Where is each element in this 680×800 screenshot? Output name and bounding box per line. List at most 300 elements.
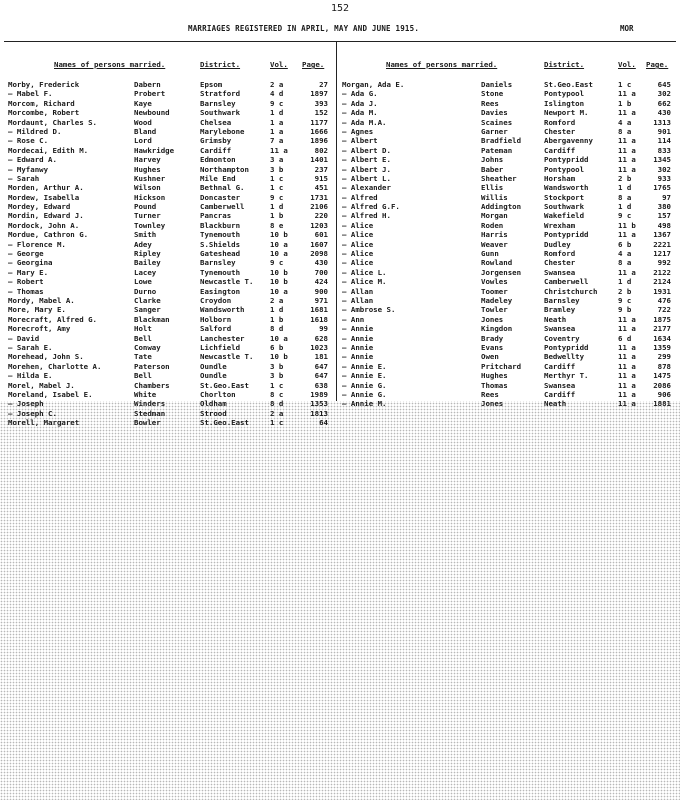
entry-name: — Robert (8, 277, 44, 287)
header-rule (4, 41, 676, 42)
entry-volume: 1 a (270, 117, 284, 127)
names-header: Names of persons married. (386, 60, 498, 69)
entry-spouse-surname: Towler (481, 305, 508, 315)
entry-district: Romford (544, 249, 576, 259)
entry-district: Horsham (544, 173, 576, 183)
entry-page: 1618 (310, 314, 328, 324)
index-range-label: MOR (620, 24, 634, 33)
table-row (8, 296, 334, 305)
entry-volume: 8 a (618, 126, 632, 136)
table-row (342, 221, 676, 230)
page-header: Page. (646, 60, 669, 69)
table-row (8, 324, 334, 333)
entry-spouse-surname: Lowe (134, 277, 152, 287)
entry-district: Pontypool (544, 89, 585, 99)
entry-name: Mordue, Cathron G. (8, 230, 89, 240)
entry-page: 1881 (653, 399, 671, 409)
table-row (342, 136, 676, 145)
entry-volume: 1 c (270, 380, 284, 390)
entry-name: Morehead, John S. (8, 352, 84, 362)
entry-district: Cardiff (200, 145, 232, 155)
entry-district: Romford (544, 117, 576, 127)
entry-volume: 8 d (270, 399, 284, 409)
entry-spouse-surname: Hawkridge (134, 145, 175, 155)
entry-district: Salford (200, 324, 232, 334)
entry-district: Stratford (200, 89, 241, 99)
column-divider (336, 41, 337, 401)
entry-name: — Ambrose S. (342, 305, 396, 315)
entry-volume: 11 a (618, 145, 636, 155)
table-row (8, 268, 334, 277)
entry-spouse-surname: Conway (134, 342, 161, 352)
entry-page: 833 (657, 145, 671, 155)
entry-spouse-surname: Kushner (134, 173, 166, 183)
entry-name: — Florence M. (8, 239, 66, 249)
entry-spouse-surname: Lord (134, 136, 152, 146)
entry-district: Coventry (544, 333, 580, 343)
entry-spouse-surname: Garner (481, 126, 508, 136)
entry-name: — Mildred D. (8, 126, 62, 136)
entry-volume: 11 a (618, 89, 636, 99)
table-row (8, 89, 334, 98)
table-row (342, 277, 676, 286)
entry-district: Bethnal G. (200, 183, 245, 193)
table-row (8, 136, 334, 145)
entry-spouse-surname: Sanger (134, 305, 161, 315)
table-row (8, 371, 334, 380)
entry-district: St.Geo.East (200, 380, 249, 390)
entry-district: Cardiff (544, 389, 576, 399)
entry-page: 2221 (653, 239, 671, 249)
entry-district: Strood (200, 408, 227, 418)
entry-district: Holborn (200, 314, 232, 324)
entry-page: 1989 (310, 389, 328, 399)
entry-volume: 6 d (618, 333, 632, 343)
entry-district: Swansea (544, 324, 576, 334)
entry-spouse-surname: Sheather (481, 173, 517, 183)
entry-spouse-surname: Hickson (134, 192, 166, 202)
entry-spouse-surname: Tate (134, 352, 152, 362)
entry-district: Oundle (200, 361, 227, 371)
entry-volume: 10 a (270, 249, 288, 259)
entry-volume: 3 b (270, 371, 284, 381)
table-row (342, 390, 676, 399)
entry-name: Morcom, Richard (8, 98, 75, 108)
entry-volume: 10 a (270, 286, 288, 296)
table-row (8, 287, 334, 296)
table-row (8, 277, 334, 286)
entry-volume: 8 c (270, 389, 284, 399)
entry-spouse-surname: Willis (481, 192, 508, 202)
entry-district: Easington (200, 286, 241, 296)
entry-name: — Allan (342, 295, 374, 305)
table-row (342, 80, 676, 89)
entry-volume: 9 b (618, 305, 632, 315)
entry-page: 157 (657, 211, 671, 221)
table-row (8, 118, 334, 127)
entry-name: — Alice (342, 220, 374, 230)
entry-spouse-surname: Chambers (134, 380, 170, 390)
entry-page: 628 (314, 333, 328, 343)
table-row (8, 315, 334, 324)
entry-page: 220 (314, 211, 328, 221)
entry-volume: 11 a (618, 155, 636, 165)
entry-name: Morehen, Charlotte A. (8, 361, 102, 371)
entry-name: Mordew, Isabella (8, 192, 80, 202)
entry-spouse-surname: Stone (481, 89, 504, 99)
entry-volume: 10 a (270, 333, 288, 343)
entry-page: 114 (657, 136, 671, 146)
table-row (8, 249, 334, 258)
entry-district: Northampton (200, 164, 249, 174)
entry-volume: 3 a (270, 155, 284, 165)
entry-district: S.Shields (200, 239, 241, 249)
table-row (342, 202, 676, 211)
entry-page: 1475 (653, 371, 671, 381)
entry-district: Cardiff (544, 361, 576, 371)
entry-name: — Annie (342, 342, 374, 352)
entry-page: 424 (314, 277, 328, 287)
entry-page: 152 (314, 108, 328, 118)
entry-district: Swansea (544, 267, 576, 277)
entry-volume: 11 a (618, 108, 636, 118)
entry-volume: 1 d (270, 108, 284, 118)
entry-page: 878 (657, 361, 671, 371)
entry-page: 1203 (310, 220, 328, 230)
entry-district: Southwark (200, 108, 241, 118)
table-row (342, 287, 676, 296)
entry-district: Wandsworth (544, 183, 589, 193)
entry-name: — Hilda E. (8, 371, 53, 381)
entry-volume: 9 c (270, 192, 284, 202)
entry-name: — George (8, 249, 44, 259)
entry-name: — Edward A. (8, 155, 57, 165)
entry-district: Wrexham (544, 220, 576, 230)
entry-volume: 8 e (270, 220, 284, 230)
table-row (8, 258, 334, 267)
entry-district: Stockport (544, 192, 585, 202)
entry-page: 647 (314, 371, 328, 381)
right-column (342, 60, 676, 409)
entry-spouse-surname: Davies (481, 108, 508, 118)
entry-page: 1367 (653, 230, 671, 240)
entry-volume: 10 b (270, 267, 288, 277)
entry-volume: 1 b (618, 98, 632, 108)
right-column-header (342, 60, 676, 80)
entry-page: 476 (657, 295, 671, 305)
entry-spouse-surname: Jones (481, 399, 504, 409)
entry-page: 1731 (310, 192, 328, 202)
entry-volume: 1 c (618, 80, 632, 89)
entry-volume: 1 c (270, 173, 284, 183)
entry-volume: 9 c (270, 258, 284, 268)
entry-page: 1931 (653, 286, 671, 296)
entry-spouse-surname: Newbound (134, 108, 170, 118)
entry-district: Cardiff (544, 145, 576, 155)
table-row (8, 211, 334, 220)
entry-volume: 11 a (618, 371, 636, 381)
entry-name: — Alice M. (342, 277, 387, 287)
entry-volume: 1 d (270, 305, 284, 315)
entry-page: 662 (657, 98, 671, 108)
entry-spouse-surname: Bradfield (481, 136, 522, 146)
table-row (8, 99, 334, 108)
entry-spouse-surname: Addington (481, 202, 522, 212)
entry-volume: 11 a (270, 145, 288, 155)
entry-district: Gateshead (200, 249, 241, 259)
table-row (8, 80, 334, 89)
entry-district: Pontypridd (544, 155, 589, 165)
left-entries (8, 80, 334, 427)
entry-spouse-surname: Harvey (134, 155, 161, 165)
table-row (342, 324, 676, 333)
entry-spouse-surname: Bell (134, 371, 152, 381)
entry-district: Southwark (544, 202, 585, 212)
table-row (342, 258, 676, 267)
table-row (342, 230, 676, 239)
entry-volume: 3 b (270, 361, 284, 371)
entry-name: More, Mary E. (8, 305, 66, 315)
entry-page: 2098 (310, 249, 328, 259)
entry-name: — Albert D. (342, 145, 391, 155)
entry-district: Swansea (544, 380, 576, 390)
entry-volume: 11 a (618, 352, 636, 362)
entry-volume: 10 a (270, 239, 288, 249)
entry-name: — Annie E. (342, 361, 387, 371)
entry-district: Edmonton (200, 155, 236, 165)
entry-district: Wakefield (544, 211, 585, 221)
entry-name: — Joseph C. (8, 408, 57, 418)
table-row (342, 127, 676, 136)
entry-district: Epsom (200, 80, 223, 89)
entry-spouse-surname: Brady (481, 333, 504, 343)
entry-district: Merthyr T. (544, 371, 589, 381)
entry-name: — Alfred G.F. (342, 202, 400, 212)
entry-page: 99 (319, 324, 328, 334)
table-row (8, 381, 334, 390)
entry-district: Barnsley (544, 295, 580, 305)
entry-spouse-surname: Gunn (481, 249, 499, 259)
entry-name: Morby, Frederick (8, 80, 80, 89)
table-row (342, 165, 676, 174)
entry-page: 1897 (310, 89, 328, 99)
entry-spouse-surname: Winders (134, 399, 166, 409)
table-row (8, 399, 334, 408)
entry-spouse-surname: Stedman (134, 408, 166, 418)
entry-page: 638 (314, 380, 328, 390)
entry-page: 601 (314, 230, 328, 240)
entry-volume: 8 a (618, 258, 632, 268)
entry-page: 393 (314, 98, 328, 108)
entry-name: — Alice (342, 230, 374, 240)
table-row (8, 352, 334, 361)
entry-volume: 11 a (618, 267, 636, 277)
entry-spouse-surname: Baber (481, 164, 504, 174)
table-row (8, 155, 334, 164)
table-row (8, 108, 334, 117)
table-row (8, 165, 334, 174)
entry-volume: 10 b (270, 352, 288, 362)
table-row (8, 230, 334, 239)
entry-volume: 8 d (270, 324, 284, 334)
table-row (342, 118, 676, 127)
entry-page: 299 (657, 352, 671, 362)
entry-name: Mordecai, Edith M. (8, 145, 89, 155)
entry-page: 1353 (310, 399, 328, 409)
entry-spouse-surname: Roden (481, 220, 504, 230)
table-row (8, 305, 334, 314)
entry-district: Oundle (200, 371, 227, 381)
table-row (342, 362, 676, 371)
table-row (342, 193, 676, 202)
entry-name: — Albert (342, 136, 378, 146)
table-row (342, 108, 676, 117)
entry-page: 97 (662, 192, 671, 202)
page-header: Page. (302, 60, 325, 69)
entry-name: — David (8, 333, 40, 343)
entry-page: 302 (657, 164, 671, 174)
table-row (342, 296, 676, 305)
table-row (342, 315, 676, 324)
entry-name: Morecraft, Alfred G. (8, 314, 97, 324)
entry-name: Moreland, Isabel E. (8, 389, 93, 399)
entry-name: — Ada G. (342, 89, 378, 99)
entry-page: 64 (319, 418, 328, 428)
entry-volume: 3 b (270, 164, 284, 174)
entry-page: 2106 (310, 202, 328, 212)
entry-volume: 1 d (618, 277, 632, 287)
entry-name: — Alice (342, 249, 374, 259)
entry-district: St.Geo.East (200, 418, 249, 428)
entry-page: 430 (657, 108, 671, 118)
table-row (342, 155, 676, 164)
entry-spouse-surname: Rowland (481, 258, 513, 268)
entry-spouse-surname: Pritchard (481, 361, 522, 371)
entry-district: Chelsea (200, 117, 232, 127)
table-row (342, 305, 676, 314)
entry-page: 906 (657, 389, 671, 399)
entry-spouse-surname: Dabern (134, 80, 161, 89)
entry-spouse-surname: Owen (481, 352, 499, 362)
table-row (342, 334, 676, 343)
table-row (8, 334, 334, 343)
entry-district: Marylebone (200, 126, 245, 136)
entry-volume: 11 a (618, 342, 636, 352)
entry-name: Morcombe, Robert (8, 108, 80, 118)
entry-page: 915 (314, 173, 328, 183)
entry-name: — Alfred (342, 192, 378, 202)
table-row (8, 127, 334, 136)
entry-name: — Georgina (8, 258, 53, 268)
table-row (342, 249, 676, 258)
left-column-header (8, 60, 334, 80)
entry-district: Dudley (544, 239, 571, 249)
table-row (342, 352, 676, 361)
vol-header: Vol. (618, 60, 636, 69)
entry-name: — Alice (342, 258, 374, 268)
entry-page: 451 (314, 183, 328, 193)
entry-district: Newcastle T. (200, 352, 254, 362)
entry-volume: 1 b (270, 314, 284, 324)
entry-name: — Albert J. (342, 164, 391, 174)
entry-spouse-surname: White (134, 389, 157, 399)
entry-district: Tynemouth (200, 230, 241, 240)
entry-spouse-surname: Thomas (481, 380, 508, 390)
entry-volume: 1 d (270, 202, 284, 212)
entry-spouse-surname: Turner (134, 211, 161, 221)
entry-spouse-surname: Townley (134, 220, 166, 230)
table-row (8, 174, 334, 183)
table-row (8, 390, 334, 399)
entry-district: Newport M. (544, 108, 589, 118)
district-header: District. (200, 60, 241, 69)
entry-spouse-surname: Madeley (481, 295, 513, 305)
entry-name: — Sarah E. (8, 342, 53, 352)
entry-page: 1765 (653, 183, 671, 193)
entry-page: 1177 (310, 117, 328, 127)
table-row (8, 362, 334, 371)
entry-name: Morel, Mabel J. (8, 380, 75, 390)
names-header: Names of persons married. (54, 60, 166, 69)
entry-spouse-surname: Jones (481, 314, 504, 324)
entry-name: Mordey, Edward (8, 202, 71, 212)
entry-spouse-surname: Durno (134, 286, 157, 296)
entry-page: 901 (657, 126, 671, 136)
entry-name: — Alice (342, 239, 374, 249)
entry-page: 802 (314, 145, 328, 155)
table-row (342, 268, 676, 277)
entry-volume: 1 b (270, 211, 284, 221)
entry-page: 1634 (653, 333, 671, 343)
entry-volume: 11 a (618, 136, 636, 146)
entry-name: Mordock, John A. (8, 220, 80, 230)
entry-page: 498 (657, 220, 671, 230)
vol-header: Vol. (270, 60, 288, 69)
entry-name: — Ann (342, 314, 365, 324)
table-row (8, 202, 334, 211)
entry-district: Doncaster (200, 192, 241, 202)
entry-name: — Albert E. (342, 155, 391, 165)
entry-volume: 11 a (618, 314, 636, 324)
entry-name: Mordin, Edward J. (8, 211, 84, 221)
entry-district: Barnsley (200, 258, 236, 268)
entry-volume: 4 a (618, 249, 632, 259)
entry-page: 1313 (653, 117, 671, 127)
entry-page: 2122 (653, 267, 671, 277)
entry-spouse-surname: Johns (481, 155, 504, 165)
entry-name: — Albert L. (342, 173, 391, 183)
entry-page: 1359 (653, 342, 671, 352)
entry-name: — Thomas (8, 286, 44, 296)
entry-volume: 2 b (618, 173, 632, 183)
entry-volume: 1 c (270, 418, 284, 428)
entry-spouse-surname: Jorgensen (481, 267, 522, 277)
table-row (8, 193, 334, 202)
entry-district: Oldham (200, 399, 227, 409)
entry-spouse-surname: Bland (134, 126, 157, 136)
entry-name: — Sarah (8, 173, 40, 183)
entry-name: — Alfred H. (342, 211, 391, 221)
entry-page: 1345 (653, 155, 671, 165)
table-row (342, 211, 676, 220)
entry-spouse-surname: Ellis (481, 183, 504, 193)
entry-page: 1666 (310, 126, 328, 136)
entry-volume: 6 b (618, 239, 632, 249)
entry-volume: 11 a (618, 399, 636, 409)
entry-name: — Annie (342, 324, 374, 334)
entry-name: — Alice L. (342, 267, 387, 277)
entry-name: — Alexander (342, 183, 391, 193)
